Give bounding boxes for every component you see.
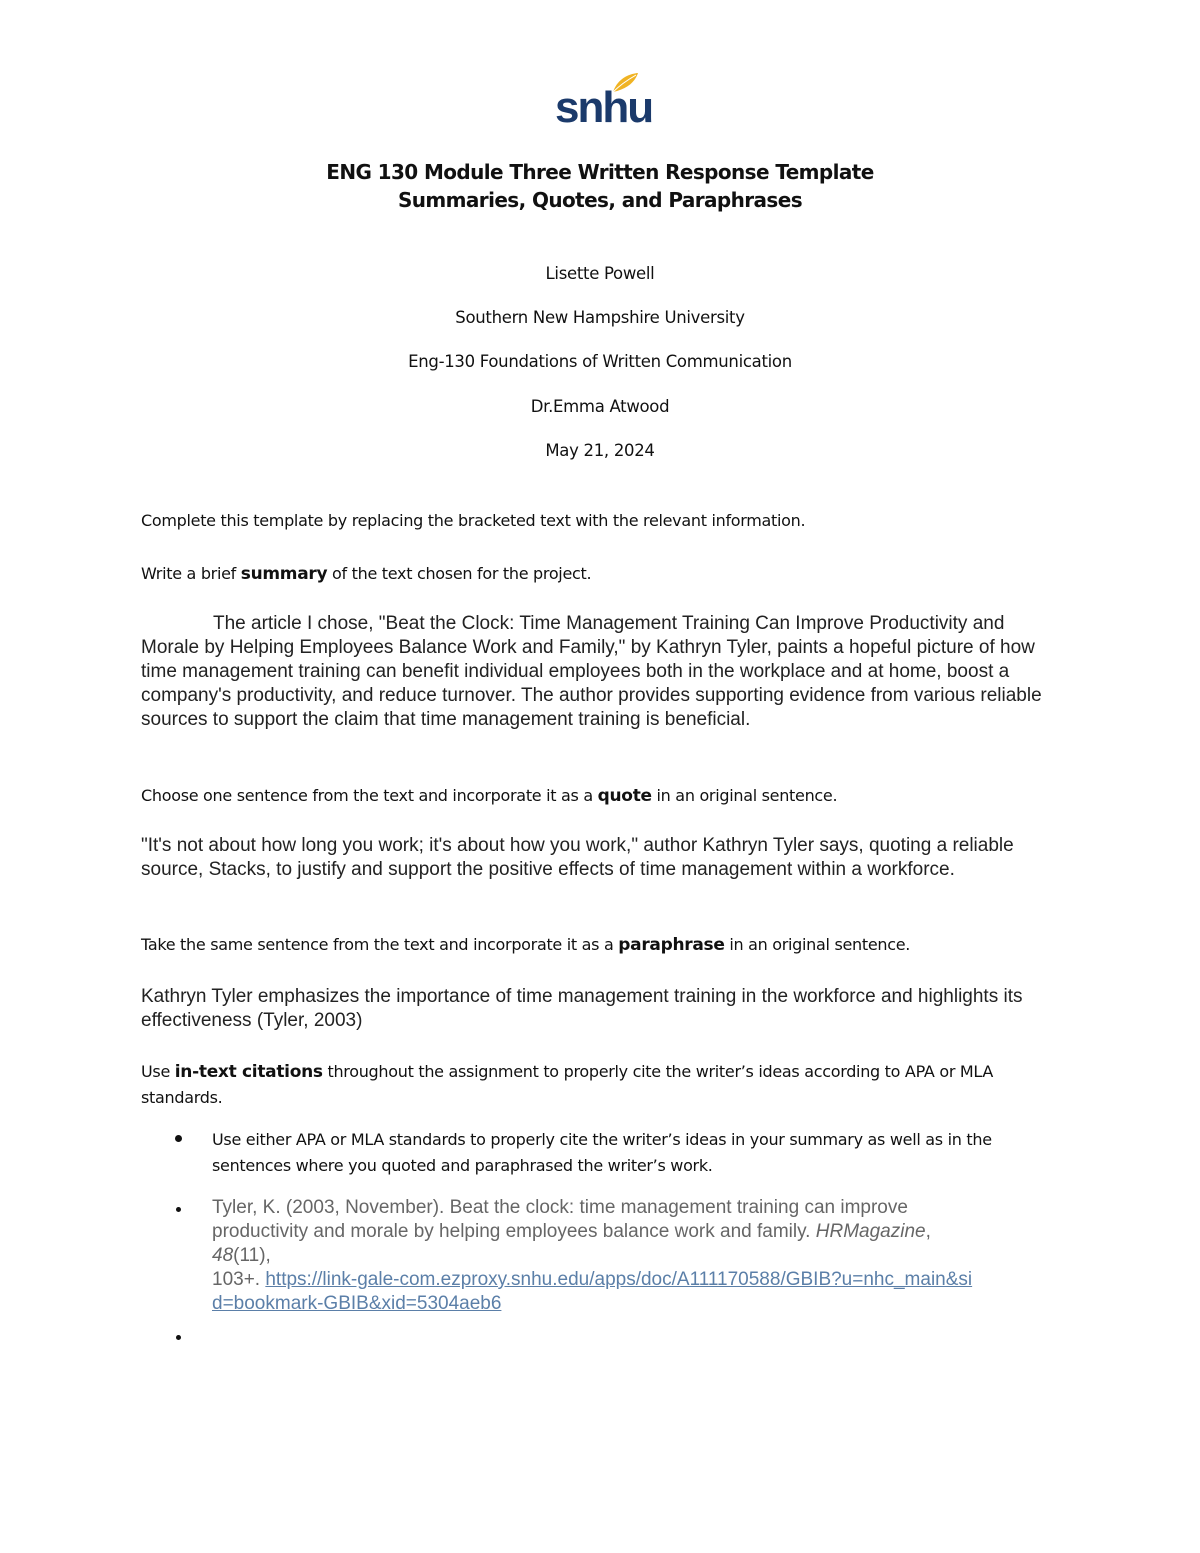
paraphrase-response: Kathryn Tyler emphasizes the importance of time management training in the workforce and highlights its effectiveness (Tyler, 2003) [141,986,1023,1031]
cover-author: Lisette Powell [545,264,655,283]
title-line-1: ENG 130 Module Three Written Response Template [326,160,874,184]
empty-list-item [141,1324,1041,1348]
bullet-icon [176,1207,181,1212]
document-title [0,158,1200,214]
citations-prompt: Use in-text citations throughout the assignment to properly cite the writer’s ideas according to APA or MLA standards. [141,1062,994,1107]
summary-response: The article I chose, "Beat the Clock: Time Management Training Can Improve Productivity and Morale by Helping Employees Balance Work and Family," by Kathryn Tyler, paints a hopeful picture of how time management training can benefit individual employees both in the workplace and at home, boost a company's productivity, and reduce turnover. The author provides supporting evidence from various reliable sources to support the claim that time management training is beneficial. [141,613,1042,730]
reference-url-link[interactable]: https://link-gale-com.ezproxy.snhu.edu/apps/doc/A111170588/GBIB?u=nhc_main&sid=bookmark-GBIB&xid=5304aeb6 [212,1269,973,1314]
summary-prompt: Write a brief summary of the text chosen for the project. [141,564,592,584]
quote-prompt: Choose one sentence from the text and incorporate it as a quote in an original sentence. [141,786,838,806]
cover-date: May 21, 2024 [545,441,655,460]
cover-instructor: Dr.Emma Atwood [530,397,670,416]
cover-course: Eng-130 Foundations of Written Communication [408,352,792,371]
quote-response: "It's not about how long you work; it's about how you work," author Kathryn Tyler says, quoting a reliable source, Stacks, to justify and support the positive effects of time management within a workforce. [141,835,1014,880]
bullet-icon [176,1335,181,1340]
list-item: Use either APA or MLA standards to properly cite the writer’s ideas in your summary as well as in the sentences where you quoted and paraphrased the writer’s work. [141,1127,1041,1179]
paraphrase-prompt: Take the same sentence from the text and incorporate it as a paraphrase in an original sentence. [141,935,911,955]
bullet-icon [175,1135,182,1142]
cover-institution: Southern New Hampshire University [455,308,745,327]
reference-list [141,1196,981,1316]
title-line-2: Summaries, Quotes, and Paraphrases [397,188,802,212]
snhu-logo [548,72,653,134]
reference-item: Tyler, K. (2003, November). Beat the clock: time management training can improve productivity and morale by helping employees balance work and family. HRMagazine, 48(11), 103+. https://link-gale-com.ezproxy.snhu.edu/apps/doc/A111170588/GBIB?u=nhc_main&sid=bookmark-GBIB&xid=5304aeb6 [141,1196,981,1316]
logo-text: snhu [555,83,653,132]
empty-list [141,1324,1041,1348]
intro-instruction: Complete this template by replacing the bracketed text with the relevant information. [141,511,806,530]
bullet-list [141,1127,1041,1179]
